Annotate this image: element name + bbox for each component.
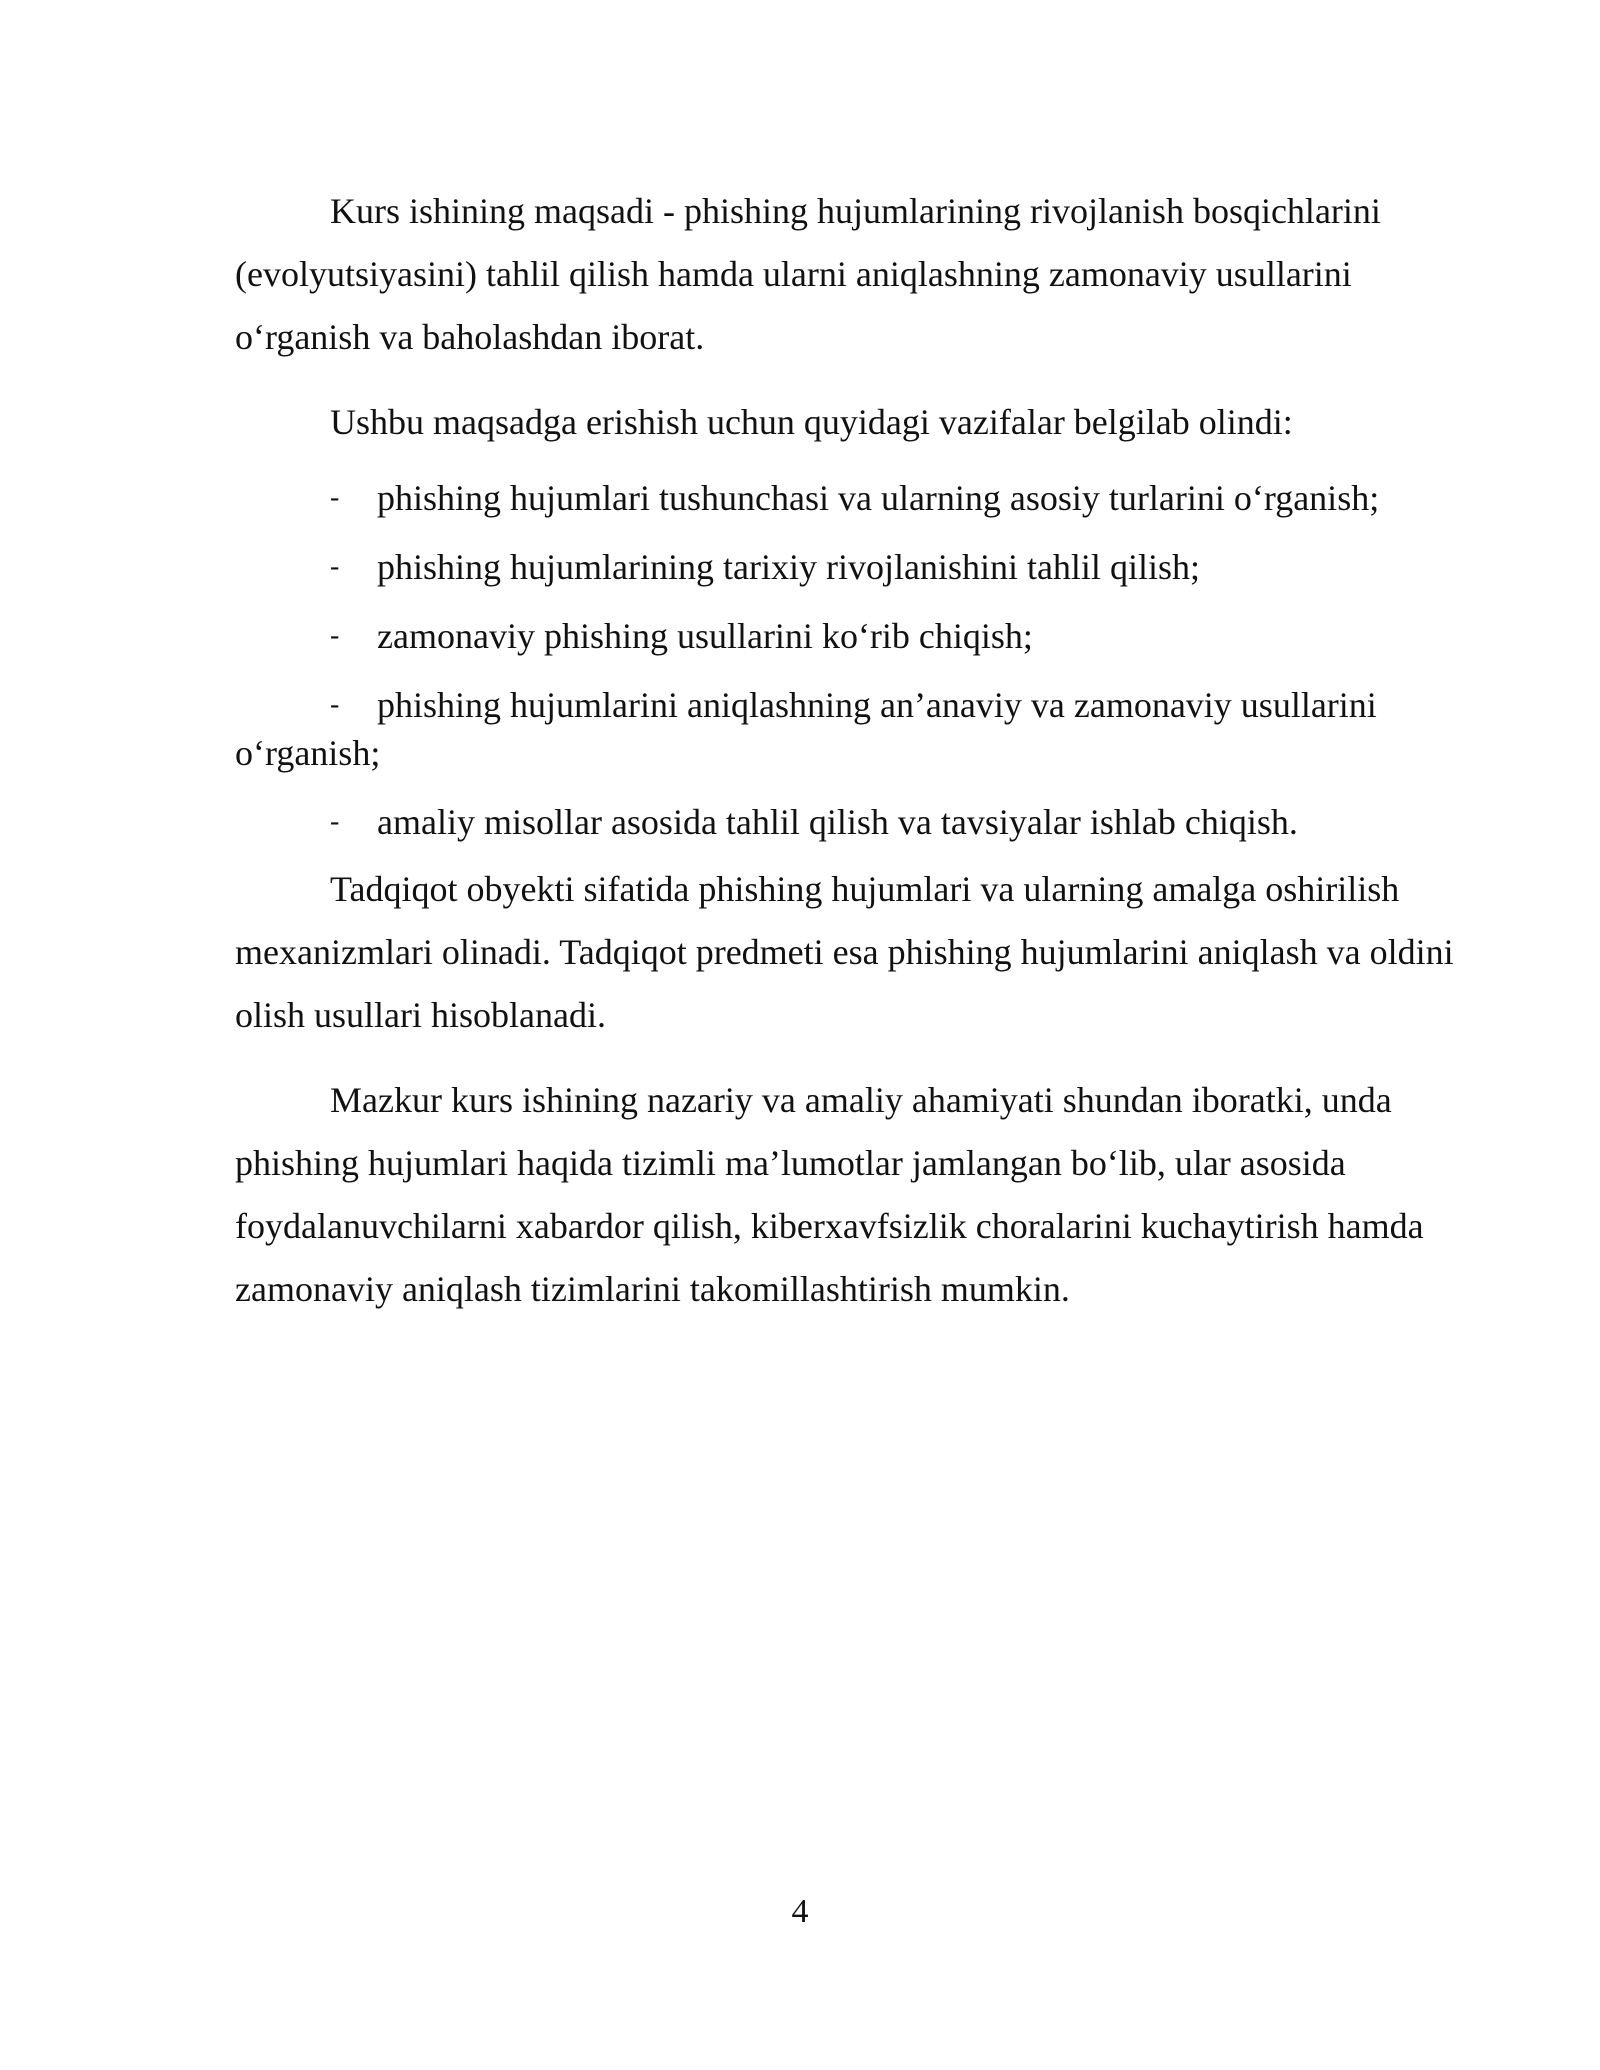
list-marker: - (330, 551, 340, 582)
task-list (235, 474, 1475, 846)
paragraph-object-subject: Tadqiqot obyekti sifatida phishing hujumlari va ularning amalga oshirilish mexanizmlari olinadi. Tadqiqot predmeti esa phishing hujumlarini aniqlash va oldini olish usullari hisoblanadi. (235, 869, 1454, 1035)
list-item (235, 474, 1475, 522)
page-body (235, 180, 1475, 1321)
list-marker: - (330, 689, 340, 720)
list-item-text: amaliy misollar asosida tahlil qilish va tavsiyalar ishlab chiqish. (377, 802, 1298, 842)
list-item-text: phishing hujumlarini aniqlashning an’anaviy va zamonaviy usullarini o‘rganish; (235, 685, 1377, 773)
list-marker: - (330, 806, 340, 837)
paragraph-tasks-intro: Ushbu maqsadga erishish uchun quyidagi vazifalar belgilab olindi: (330, 402, 1293, 442)
list-marker: - (330, 482, 340, 513)
list-item-text: zamonaviy phishing usullarini ko‘rib chiqish; (377, 616, 1033, 656)
list-marker: - (330, 620, 340, 651)
page-number: 4 (791, 1893, 809, 1930)
list-item (235, 798, 1475, 846)
paragraph-significance: Mazkur kurs ishining nazariy va amaliy ahamiyati shundan iboratki, unda phishing hujumlari haqida tizimli ma’lumotlar jamlangan bo‘lib, ular asosida foydalanuvchilarni xabardor qilish, kiberxavfsizlik choralarini kuchaytirish hamda zamonaviy aniqlash tizimlarini takomillashtirish mumkin. (235, 1080, 1424, 1309)
list-item-text: phishing hujumlari tushunchasi va ularning asosiy turlarini o‘rganish; (377, 478, 1380, 518)
paragraph-goal: Kurs ishining maqsadi - phishing hujumlarining rivojlanish bosqichlarini (evolyutsiyasini) tahlil qilish hamda ularni aniqlashning zamonaviy usullarini o‘rganish va baholashdan iborat. (235, 191, 1381, 357)
list-item (235, 612, 1475, 660)
list-item (235, 543, 1475, 591)
list-item (235, 681, 1475, 777)
list-item-text: phishing hujumlarining tarixiy rivojlanishini tahlil qilish; (377, 547, 1200, 587)
